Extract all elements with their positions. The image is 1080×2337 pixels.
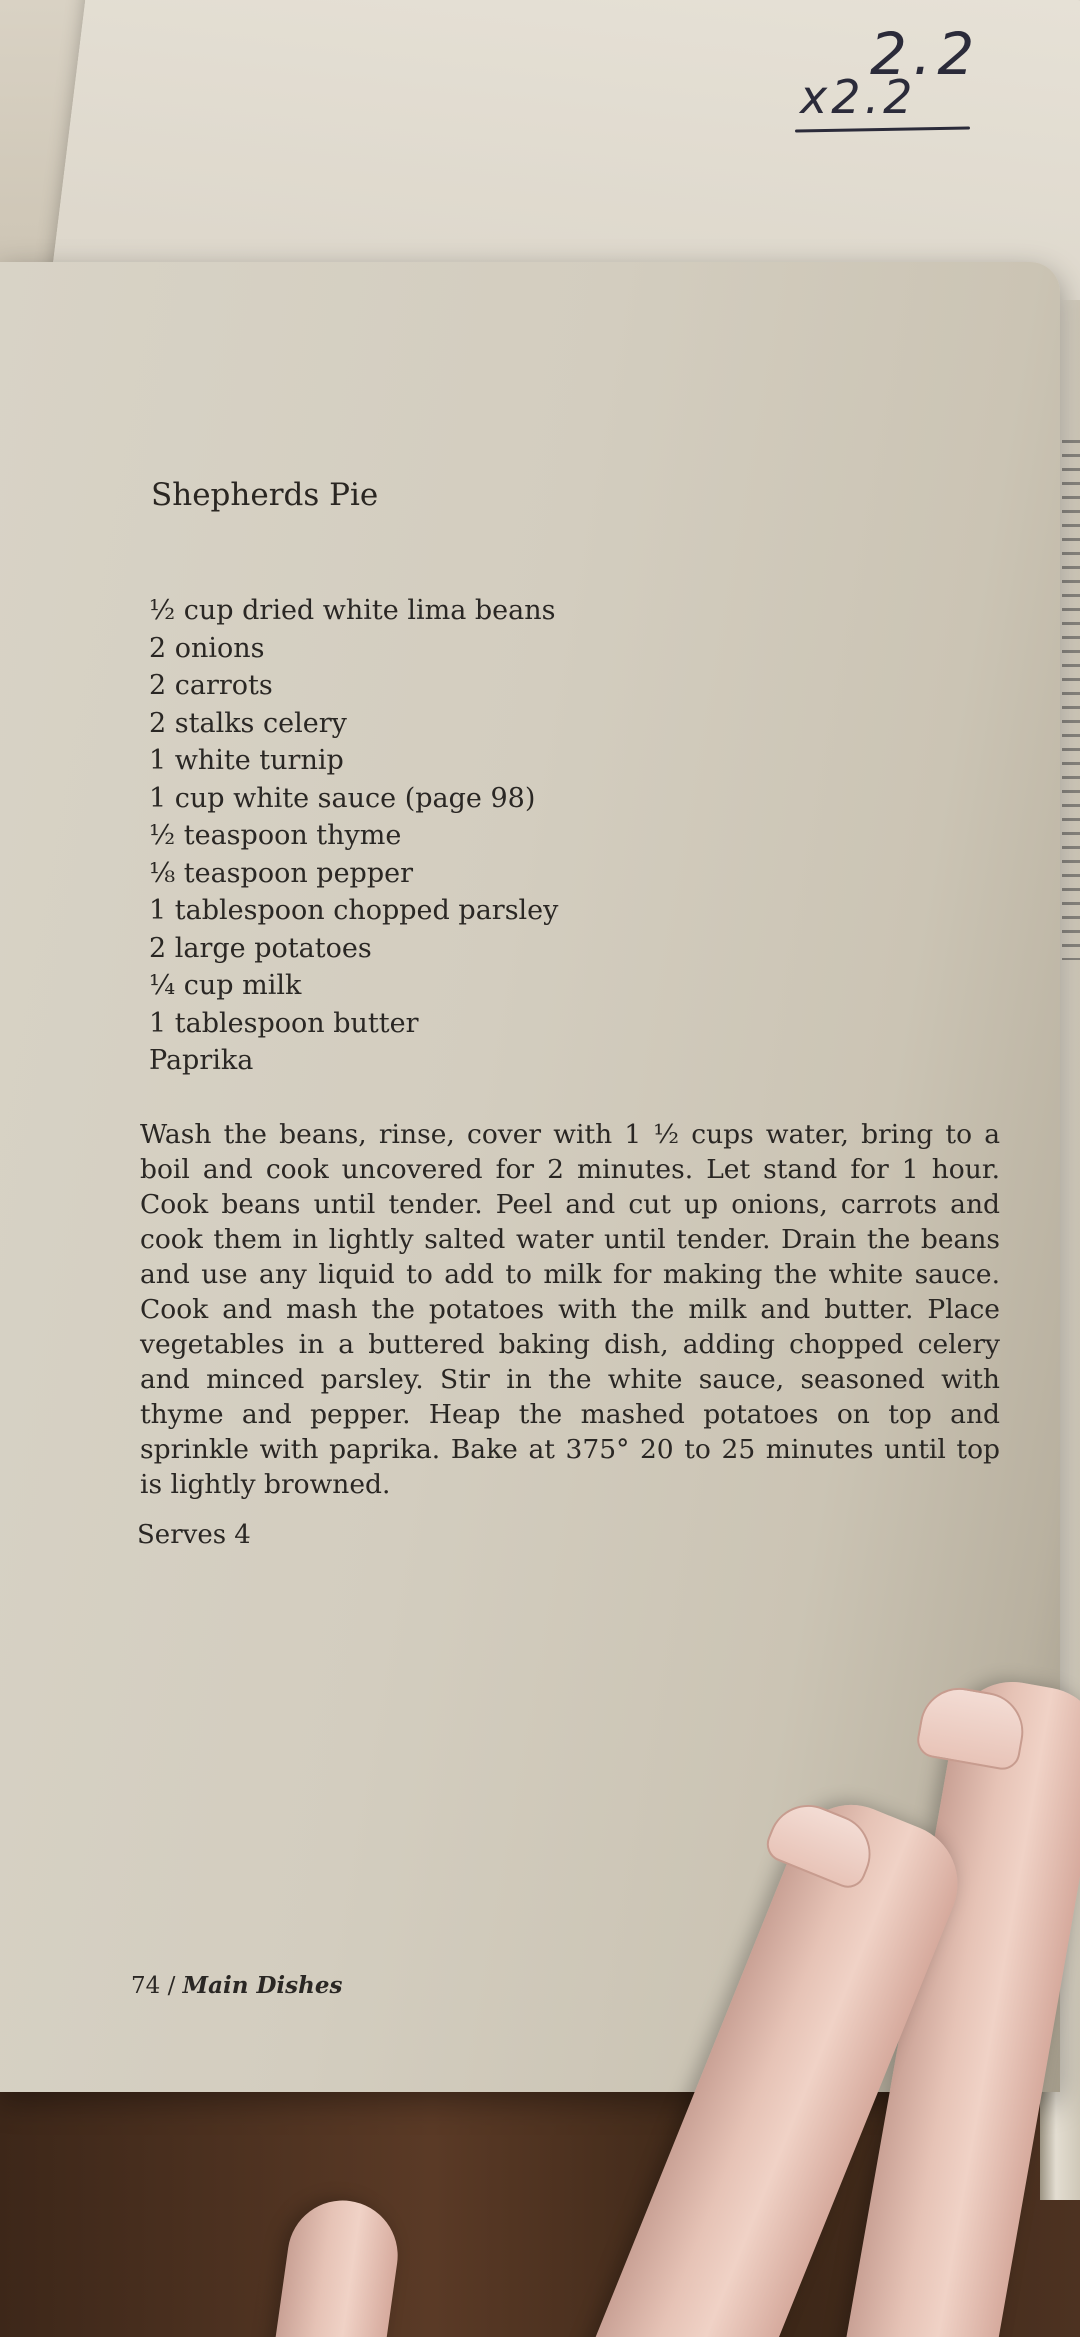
ingredient-item: 2 carrots bbox=[149, 670, 273, 701]
ingredient-item: ⅛ teaspoon pepper bbox=[149, 857, 414, 889]
handwritten-multiplier: x2.2 bbox=[800, 70, 917, 124]
ingredient-item: 1 tablespoon butter bbox=[149, 1007, 419, 1039]
ingredient-item: 1 tablespoon chopped parsley bbox=[149, 895, 559, 926]
handwritten-number: 2.2 bbox=[870, 20, 981, 88]
ingredient-item: 2 large potatoes bbox=[149, 932, 372, 964]
footer-separator: / bbox=[167, 1973, 176, 1999]
ingredient-item: Paprika bbox=[149, 1045, 254, 1076]
ingredient-list bbox=[149, 592, 558, 1080]
ingredient-item: 1 white turnip bbox=[149, 745, 344, 776]
recipe-title: Shepherds Pie bbox=[151, 477, 379, 513]
page-number: 74 bbox=[131, 1973, 161, 1999]
ingredient-item: 2 onions bbox=[149, 632, 265, 664]
recipe-instructions: Wash the beans, rinse, cover with 1 ½ cups water, bring to a boil and cook uncovered for 2 minutes. Let stand for 1 hour. Cook beans until tender. Peel and cut up onions, carrots and cook them in lightly salted water until tender. Drain the beans and use any liquid to add to milk for making the white sauce. Cook and mash the potatoes with the milk and butter. Place vegetables in a buttered baking dish, adding chopped celery and minced parsley. Stir in the white sauce, seasoned with thyme and pepper. Heap the mashed potatoes on top and sprinkle with paprika. Bake at 375° 20 to 25 minutes until top is lightly browned. bbox=[140, 1119, 1000, 1500]
section-name: Main Dishes bbox=[182, 1972, 343, 1999]
next-page-text-edge bbox=[1062, 440, 1080, 960]
ingredient-item: ¼ cup milk bbox=[149, 970, 302, 1001]
book-page bbox=[0, 262, 1060, 2092]
page-footer bbox=[131, 1972, 342, 1999]
ingredient-item: ½ cup dried white lima beans bbox=[149, 595, 556, 626]
serving-count: Serves 4 bbox=[137, 1520, 251, 1550]
ingredient-item: ½ teaspoon thyme bbox=[149, 820, 402, 851]
ingredient-item: 2 stalks celery bbox=[149, 707, 347, 739]
ingredient-item: 1 cup white sauce (page 98) bbox=[149, 782, 536, 814]
